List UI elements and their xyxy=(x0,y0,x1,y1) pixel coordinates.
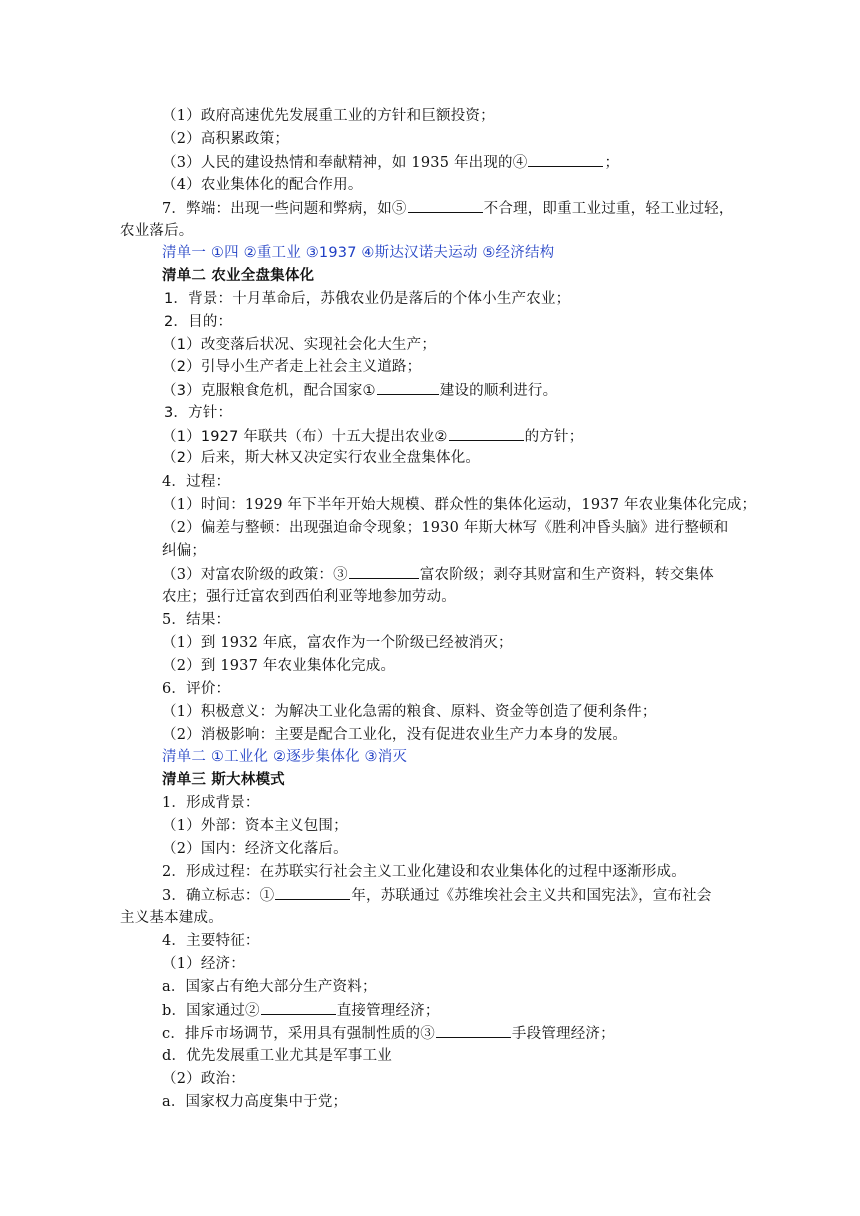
text-line: （1）时间：1929 年下半年开始大规模、群众性的集体化运动，1937 年农业集体化完成； xyxy=(162,497,757,513)
text-line: 农业落后。 xyxy=(120,223,194,239)
text-line: 4．过程： xyxy=(162,474,231,490)
text-line xyxy=(162,885,712,906)
text-line: （1）经济： xyxy=(162,956,245,972)
text-line: 3．方针： xyxy=(164,405,233,421)
text-line: （2）引导小生产者走上社会主义道路； xyxy=(162,359,422,375)
section-heading-3: 清单三 斯大林模式 xyxy=(162,772,285,788)
text-line: （2）到 1937 年农业集体化完成。 xyxy=(162,658,396,674)
text-line: 6．评价： xyxy=(162,681,231,697)
text-line: （2）偏差与整顿：出现强迫命令现象；1930 年斯大林写《胜利冲昏头脑》进行整顿和 xyxy=(162,520,729,536)
text-line: （2）高积累政策； xyxy=(162,131,290,147)
fill-blank xyxy=(275,885,350,900)
text-line: （2）国内：经济文化落后。 xyxy=(162,841,348,857)
text-segment: 富农阶级；剥夺其财富和生产资料，转交集体 xyxy=(419,567,714,583)
text-line: 2．目的： xyxy=(164,314,233,330)
fill-blank xyxy=(261,1000,336,1015)
text-line xyxy=(162,198,734,219)
text-line: （1）外部：资本主义包围； xyxy=(162,818,348,834)
text-segment: ； xyxy=(604,155,620,171)
text-segment: 手段管理经济； xyxy=(511,1026,615,1042)
text-line: 2．形成过程：在苏联实行社会主义工业化建设和农业集体化的过程中逐渐形成。 xyxy=(162,864,686,880)
text-line: 1．背景：十月革命后，苏俄农业仍是落后的个体小生产农业； xyxy=(164,291,571,307)
text-segment: 直接管理经济； xyxy=(336,1003,440,1019)
fill-blank xyxy=(436,1023,511,1038)
fill-blank xyxy=(528,152,603,167)
text-line: （2）政治： xyxy=(162,1071,245,1087)
text-segment: 不合理，即重工业过重，轻工业过轻， xyxy=(483,201,734,217)
text-segment: b．国家通过② xyxy=(162,1003,260,1019)
text-line: 主义基本建成。 xyxy=(120,910,223,926)
text-segment: （3）人民的建设热情和奉献精神，如 1935 年出现的④ xyxy=(162,155,528,171)
text-line: 农庄；强行迁富农到西伯利亚等地参加劳动。 xyxy=(162,589,456,605)
text-line xyxy=(162,426,583,447)
answer-key-2: 清单二 ①工业化 ②逐步集体化 ③消灭 xyxy=(162,749,408,765)
text-segment: 建设的顺利进行。 xyxy=(439,383,558,399)
text-segment: （3）对富农阶级的政策：③ xyxy=(162,567,348,583)
text-segment: c．排斥市场调节，采用具有强制性质的③ xyxy=(162,1026,435,1042)
text-line xyxy=(162,380,557,401)
text-line xyxy=(162,1023,615,1044)
answer-key-1: 清单一 ①四 ②重工业 ③1937 ④斯达汉诺夫运动 ⑤经济结构 xyxy=(162,245,555,261)
text-segment: 3．确立标志：① xyxy=(162,888,275,904)
text-line: a．国家占有绝大部分生产资料； xyxy=(162,979,377,995)
text-line: （1）改变落后状况、实现社会化大生产； xyxy=(162,337,437,353)
text-line: 纠偏； xyxy=(162,543,207,559)
text-segment: （1）1927 年联共（布）十五大提出农业② xyxy=(162,429,448,445)
text-line: （1）到 1932 年底，富农作为一个阶级已经被消灭； xyxy=(162,635,513,651)
fill-blank xyxy=(377,380,439,395)
section-heading-2: 清单二 农业全盘集体化 xyxy=(162,268,315,284)
fill-blank xyxy=(449,426,524,441)
fill-blank xyxy=(349,564,419,579)
text-line: 1．形成背景： xyxy=(162,795,260,811)
text-line xyxy=(162,564,714,585)
text-line: a．国家权力高度集中于党； xyxy=(162,1094,348,1110)
text-line xyxy=(162,1000,440,1021)
text-line: （1）积极意义：为解决工业化急需的粮食、原料、资金等创造了便利条件； xyxy=(162,704,657,720)
text-line: （4）农业集体化的配合作用。 xyxy=(162,177,363,193)
text-line: （1）政府高速优先发展重工业的方针和巨额投资； xyxy=(162,108,495,124)
fill-blank xyxy=(408,198,483,213)
text-line: d．优先发展重工业尤其是军事工业 xyxy=(162,1048,392,1064)
text-line: 5．结果： xyxy=(162,612,231,628)
text-line: （2）消极影响：主要是配合工业化，没有促进农业生产力本身的发展。 xyxy=(162,727,628,743)
text-segment: 年，苏联通过《苏维埃社会主义共和国宪法》，宣布社会 xyxy=(351,888,712,904)
text-line xyxy=(162,152,619,173)
text-line: 4．主要特征： xyxy=(162,933,260,949)
text-segment: 的方针； xyxy=(524,429,584,445)
text-line: （2）后来，斯大林又决定实行农业全盘集体化。 xyxy=(162,450,481,466)
text-segment: （3）克服粮食危机，配合国家① xyxy=(162,383,376,399)
text-segment: 7．弊端：出现一些问题和弊病，如⑤ xyxy=(162,201,407,217)
